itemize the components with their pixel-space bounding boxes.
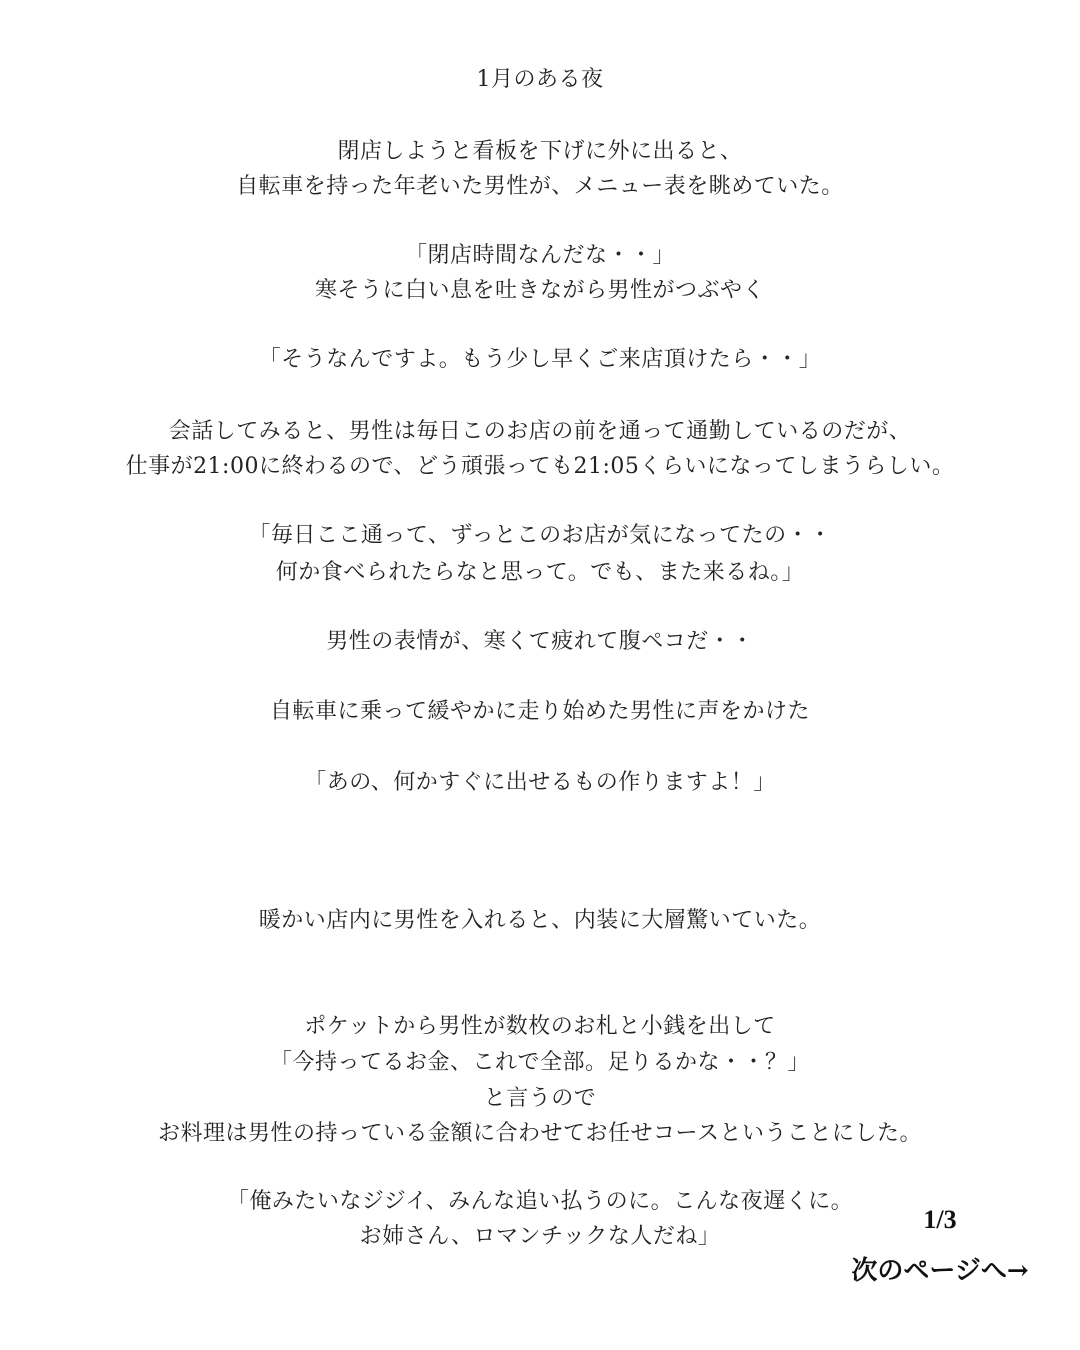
story-line: お料理は男性の持っている金額に合わせてお任せコースということにした。: [158, 1121, 922, 1146]
page-indicator: 1/3: [923, 1205, 957, 1234]
story-line: 暖かい店内に男性を入れると、内装に大層驚いていた。: [258, 908, 822, 933]
story-line: 会話してみると、男性は毎日このお店の前を通って通勤しているのだが、: [168, 419, 912, 444]
story-line: 「俺みたいなジジイ、みんな追い払うのに。こんな夜遅くに。: [226, 1189, 854, 1214]
story-line: 「毎日ここ通って、ずっとこのお店が気になってたの・・: [248, 523, 832, 548]
story-line: 「そうなんですよ。もう少し早くご来店頂けたら・・」: [258, 347, 822, 372]
story-line: 閉店しようと看板を下げに外に出ると、: [337, 139, 743, 164]
story-line: お姉さん、ロマンチックな人だね」: [359, 1224, 721, 1249]
story-line: 1月のある夜: [476, 67, 604, 92]
story-line: 「今持ってるお金、これで全部。足りるかな・・？」: [269, 1050, 810, 1075]
next-page-link[interactable]: 次のページへ→: [851, 1256, 1029, 1286]
story-line: 何か食べられたらなと思って。でも、また来るね。」: [275, 560, 805, 585]
story-line: 「あの、何かすぐに出せるもの作りますよ！」: [304, 770, 776, 795]
story-line: 寒そうに白い息を吐きながら男性がつぶやく: [314, 278, 765, 303]
story-line: と言うので: [483, 1086, 597, 1111]
story-line: 「閉店時間なんだな・・」: [404, 243, 675, 268]
story-line: 自転車を持った年老いた男性が、メニュー表を眺めていた。: [236, 174, 844, 199]
story-line: ポケットから男性が数枚のお札と小銭を出して: [304, 1014, 776, 1039]
story-line: 仕事が21:00に終わるので、どう頑張っても21:05くらいになってしまうらしい。: [125, 454, 955, 479]
story-line: 男性の表情が、寒くて疲れて腹ペコだ・・: [326, 629, 754, 654]
story-line: 自転車に乗って緩やかに走り始めた男性に声をかけた: [269, 699, 810, 724]
